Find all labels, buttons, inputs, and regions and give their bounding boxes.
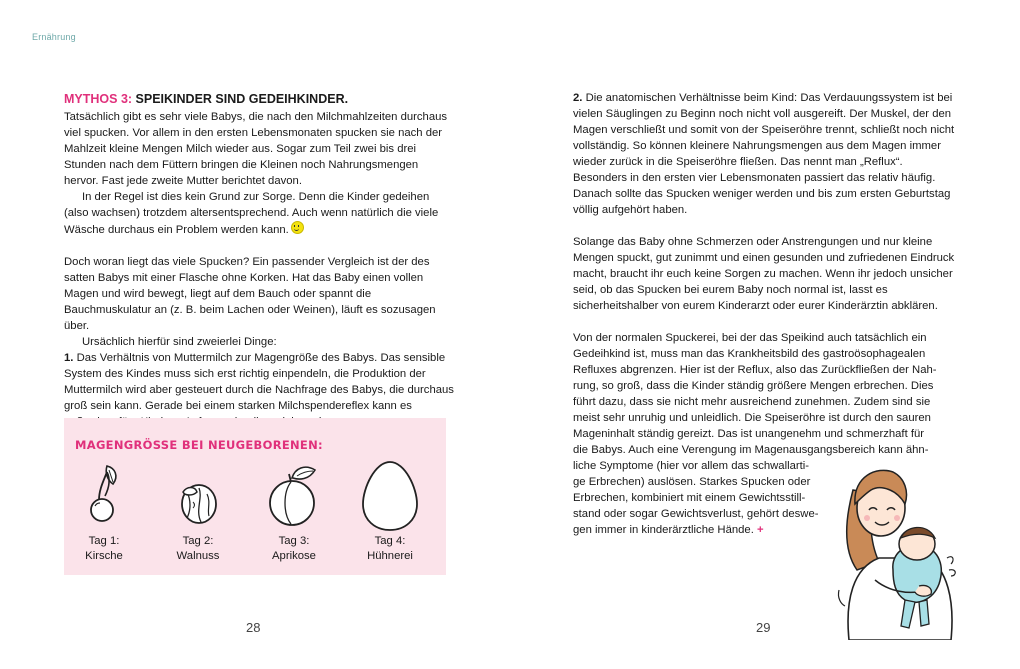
stomach-size-box <box>64 418 446 575</box>
day-label: Tag 4: <box>374 535 406 547</box>
mother-baby-illustration <box>835 450 965 640</box>
smiley-icon <box>291 221 304 234</box>
day-label: Tag 3: <box>278 535 310 547</box>
paragraph: Tatsächlich gibt es sehr viele Babys, die nach den Milchmahlzeiten durchaus viel spucken. Vor allem in den ersten Lebensmonaten spucken sie nach der Mahlzeit kleine Mengen Milch wieder aus. Sogar zum Teil zwei bis drei Stunden nach dem Füttern bringen die Kleinen noch Nahrungsmengen hervor. Fast jede zweite Mutter berichtet davon. <box>64 111 448 187</box>
size-item-egg <box>350 458 430 564</box>
apricot-icon <box>259 458 329 528</box>
heading-text: SPEIKINDER SIND GEDEIHKINDER. <box>135 92 349 106</box>
paragraph: Solange das Baby ohne Schmerzen oder Anstrengungen und nur kleine Mengen spuckt, gut zunimmt und einen gesunden und zufriedenen Eindruck macht, braucht ihr euch keine Sorgen zu machen. Wenn ihr jedoch unsicher seid, ob das Spucken bei eurem Baby noch normal ist, lasst es sicherheitshalber von eurem Kinderarzt oder eurer Kinderärztin abklären. <box>573 236 955 312</box>
food-label: Walnuss <box>176 550 220 562</box>
day-label: Tag 1: <box>88 535 120 547</box>
section-label: Ernährung <box>32 32 76 42</box>
size-item-apricot <box>254 458 334 564</box>
paragraph: 2. Die anatomischen Verhältnisse beim Kind: Das Verdauungssystem ist bei vielen Säuglingen zu Beginn noch nicht voll ausgereift. Der Muskel, der den Magen verschließt und somit von der Speiseröhre trennt, schließt noch nicht vollständig. So können kleinere Nahrungsmengen aus dem Magen immer wieder zurück in die Speiseröhre fließen. Das nennt man „Reflux“. Besonders in den ersten vier Lebensmonaten passiert das relativ häufig. Danach sollte das Spucken weniger werden und bis zum ersten Geburtstag völlig aufgehört haben. <box>573 92 955 216</box>
box-title: MAGENGRÖSSE BEI NEUGEBORENEN: <box>75 438 323 452</box>
food-label: Hühnerei <box>367 550 413 562</box>
page-number-right: 29 <box>756 620 771 635</box>
cherry-icon <box>69 458 139 528</box>
paragraph: Doch woran liegt das viele Spucken? Ein passender Vergleich ist der des satten Babys mit einer Flasche ohne Korken. Hat das Baby einen vollen Magen und wird bewegt, liegt auf dem Bauch oder spannt die Bauchmuskulatur an (z. B. beim Lachen oder Weinen), läuft es sozusagen über. <box>64 256 436 332</box>
size-item-walnut <box>158 458 238 564</box>
food-label: Kirsche <box>85 550 123 562</box>
paragraph: In der Regel ist dies kein Grund zur Sorge. Denn die Kinder gedeihen (also wachsen) trotzdem altersentsprechend. Auch wenn natürlich die viele Wäsche durchaus ein Problem werden kann. <box>64 191 439 236</box>
size-item-cherry <box>64 458 144 564</box>
left-page-text <box>64 90 454 430</box>
end-mark-icon: + <box>756 524 764 536</box>
paragraph: 1. Das Verhältnis von Muttermilch zur Magengröße des Babys. Das sensible System des Kindes muss sich erst richtig einpendeln, die Produktion der Muttermilch wird aber gesteuert durch die Nachfrage des Babys, die durchaus groß sein kann. Gerade bei einem starken Milchspendereflex kann es <box>64 352 454 412</box>
heading-accent: MYTHOS 3: <box>64 92 133 106</box>
paragraph: Ursächlich hierfür sind zweierlei Dinge: <box>82 336 277 348</box>
paragraph: Von der normalen Spuckerei, bei der das Speikind auch tatsächlich ein Gedeihkind ist, muss man das Krankheitsbild des gastroösophagealen Refluxes abgrenzen. Hier ist der Reflux, also das Zurückfließen der Nah- rung, so groß, dass die Kinder ständig größere Mengen erbrechen. Dies führt dazu, dass sie nicht mehr ausreichend zunehmen. Zudem sind sie meist sehr unruhig und unleidlich. Die Speiseröhre ist durch den sauren Mageninhalt ständig gereizt. Das ist unangenehm und schmerzhaft für die Babys. Auch eine Verengung im Magenausgangsbereich kann ähn- liche Symptome (hier vor allem das schwallarti- ge Erbrechen) auslösen. Starkes Spucken oder Erbrechen, kombiniert mit einem Gewichtsstill- stand oder sogar Gewichtsverlust, gehört deswe- gen immer in kinderärztliche Hände. + <box>573 332 937 536</box>
page-heading <box>64 90 454 108</box>
page-number-left: 28 <box>246 620 261 635</box>
day-label: Tag 2: <box>182 535 214 547</box>
walnut-icon <box>163 458 233 528</box>
egg-icon <box>355 458 425 532</box>
food-label: Aprikose <box>272 550 316 562</box>
